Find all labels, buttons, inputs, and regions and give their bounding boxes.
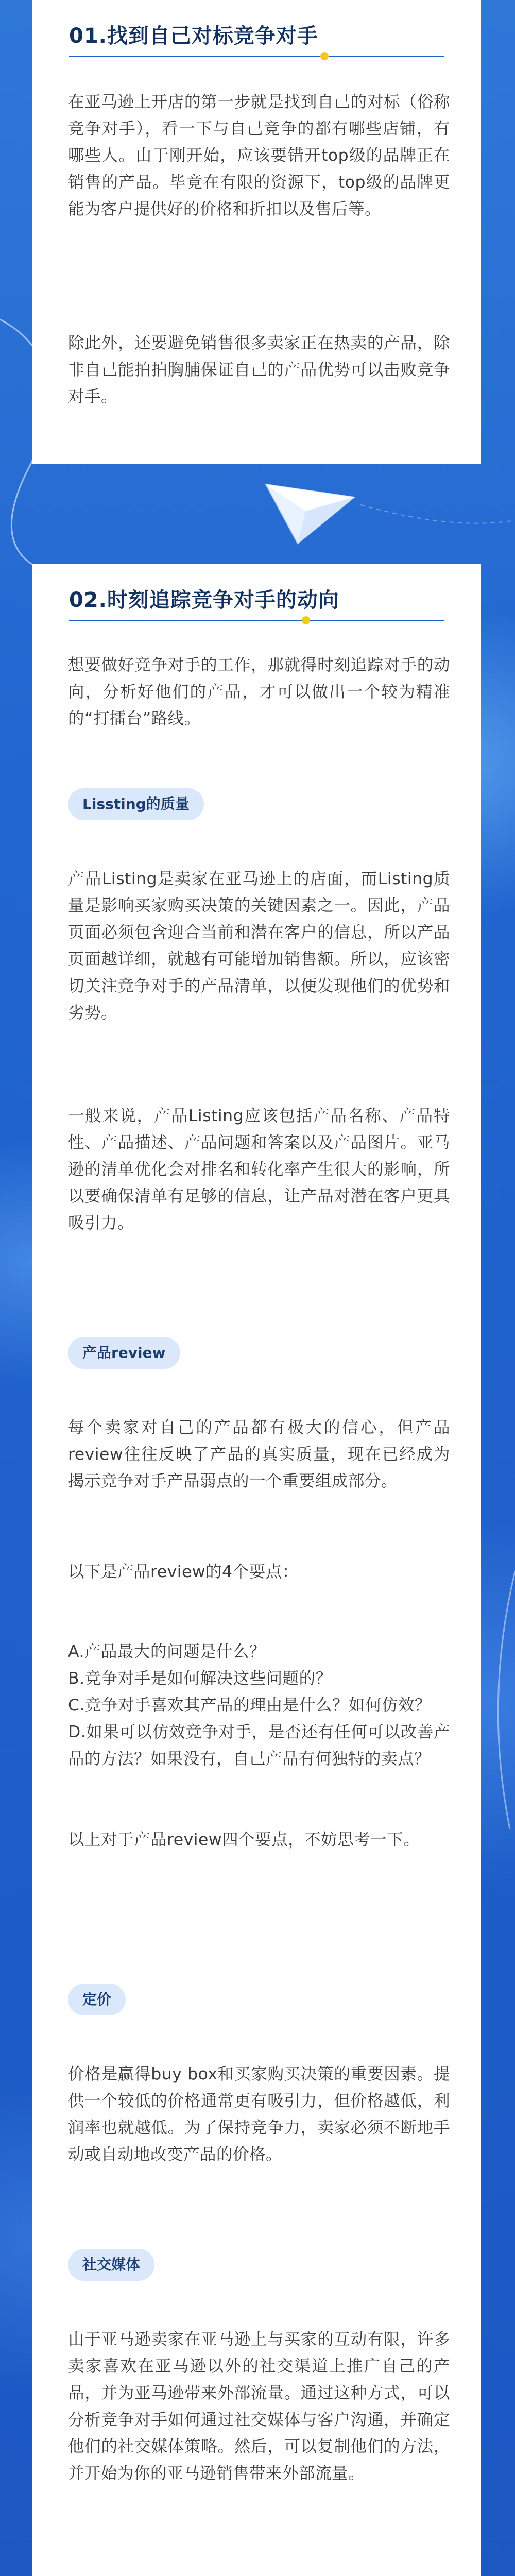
paragraph: 价格是赢得buy box和买家购买决策的重要因素。提供一个较低的价格通常更有吸引力，但价格越低，利润率也就越低。为了保持竞争力，卖家必须不断地手动或自动地改变产品的价格。	[68, 2065, 450, 2164]
subheading-pill: 产品review	[68, 1337, 180, 1369]
section-card-1	[32, 0, 481, 464]
section-title: 02.时刻追踪竞争对手的动向	[69, 588, 339, 612]
paragraph: 以上对于产品review四个要点，不妨思考一下。	[68, 1831, 420, 1849]
title-underline	[69, 56, 444, 57]
paragraph: 一般来说，产品Listing应该包括产品名称、产品特性、产品描述、产品问题和答案以及产品图片。亚马逊的清单优化会对排名和转化率产生很大的影响，所以要确保清单有足够的信息，让产品对潜在客户更具吸引力。	[68, 1107, 450, 1232]
paragraph: 在亚马逊上开店的第一步就是找到自己的对标（俗称竞争对手），看一下与自己竞争的都有哪些店铺，有哪些人。由于刚开始，应该要错开top级的品牌正在销售的产品。毕竟在有限的资源下，top级的品牌更能为客户提供好的价格和折扣以及售后等。	[68, 93, 450, 218]
paragraph: 每个卖家对自己的产品都有极大的信心，但产品review往往反映了产品的真实质量，现在已经成为揭示竞争对手产品弱点的一个重要组成部分。	[68, 1418, 450, 1490]
paragraph: 想要做好竞争对手的工作，那就得时刻追踪对手的动向，分析好他们的产品，才可以做出一个较为精准的“打擂台”路线。	[68, 656, 450, 728]
section-title: 01.找到自己对标竞争对手	[69, 24, 318, 48]
subheading-pill: Lissting的质量	[68, 788, 204, 820]
title-underline	[69, 620, 444, 621]
list-item: B.竞争对手是如何解决这些问题的？	[68, 1669, 332, 1688]
paragraph: 除此外，还要避免销售很多卖家正在热卖的产品，除非自己能拍拍胸脯保证自己的产品优势可以击败竞争对手。	[68, 334, 450, 406]
list-item: A.产品最大的问题是什么？	[68, 1642, 266, 1661]
list-item: D.如果可以仿效竞争对手，是否还有任何可以改善产品的方法？如果没有，自己产品有何独特的卖点？	[68, 1723, 450, 1768]
accent-dot	[320, 52, 329, 60]
accent-dot	[302, 616, 310, 624]
list-item: C.竞争对手喜欢其产品的理由是什么？如何仿效？	[68, 1696, 432, 1715]
section-card-2	[32, 564, 481, 2576]
paragraph: 由于亚马逊卖家在亚马逊上与买家的互动有限，许多卖家喜欢在亚马逊以外的社交渠道上推广自己的产品，并为亚马逊带来外部流量。通过这种方式，可以分析竞争对手如何通过社交媒体与客户沟通，并确定他们的社交媒体策略。然后，可以复制他们的方法，并开始为你的亚马逊销售带来外部流量。	[68, 2330, 450, 2483]
subheading-pill: 定价	[68, 1984, 126, 2015]
review-points	[68, 1638, 450, 1772]
paragraph: 以下是产品review的4个要点：	[68, 1563, 299, 1581]
subheading-pill: 社交媒体	[68, 2249, 154, 2281]
paragraph: 产品Listing是卖家在亚马逊上的店面，而Listing质量是影响买家购买决策的关键因素之一。因此，产品页面必须包含迎合当前和潜在客户的信息，所以产品页面越详细，就越有可能增加销售额。所以，应该密切关注竞争对手的产品清单，以便发现他们的优势和劣势。	[68, 870, 450, 1022]
paper-plane-icon	[262, 479, 359, 551]
